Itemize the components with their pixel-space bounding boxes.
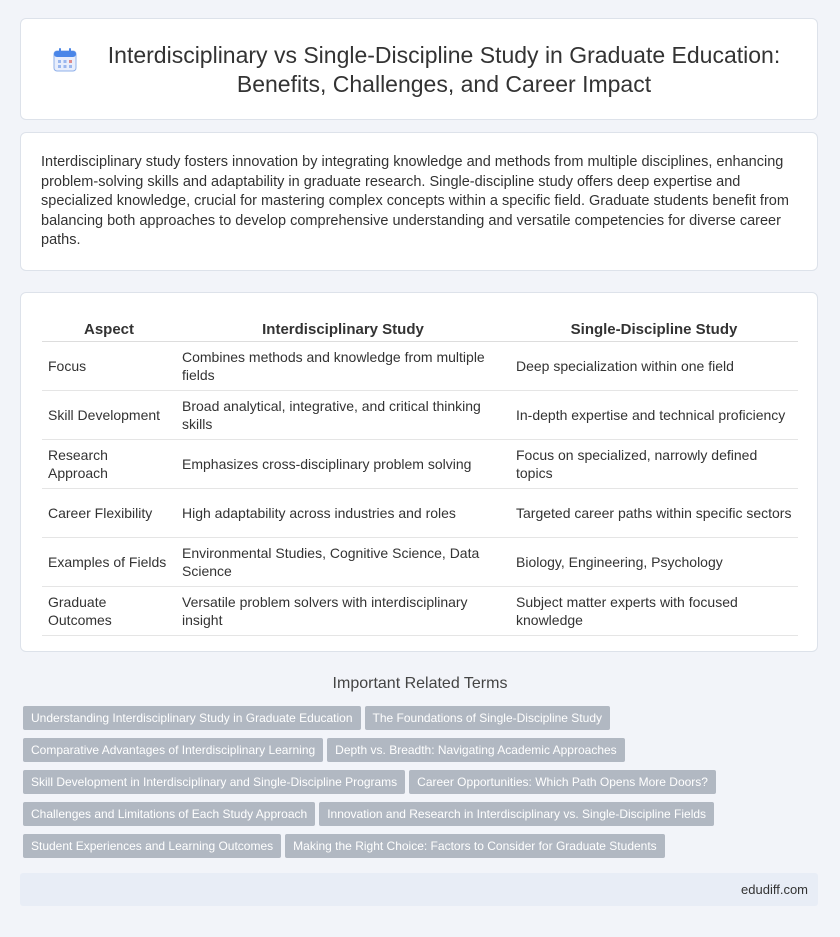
table-cell: High adaptability across industries and roles — [176, 489, 510, 538]
calendar-icon — [51, 46, 79, 74]
table-cell: Broad analytical, integrative, and critical thinking skills — [176, 391, 510, 440]
intro-card — [20, 132, 818, 271]
table-cell: Research Approach — [42, 440, 176, 489]
table-cell: Graduate Outcomes — [42, 587, 176, 636]
table-cell: Combines methods and knowledge from multiple fields — [176, 342, 510, 391]
footer-site-link[interactable]: edudiff.com — [741, 882, 808, 897]
table-cell: Versatile problem solvers with interdisciplinary insight — [176, 587, 510, 636]
table-row — [42, 587, 798, 636]
table-cell: Emphasizes cross-disciplinary problem solving — [176, 440, 510, 489]
footer-bar — [20, 873, 818, 906]
column-header-single-discipline: Single-Discipline Study — [510, 313, 798, 342]
table-row — [42, 391, 798, 440]
related-terms-heading: Important Related Terms — [332, 675, 508, 692]
table-cell: Focus on specialized, narrowly defined topics — [510, 440, 798, 489]
related-term-tag[interactable]: Depth vs. Breadth: Navigating Academic Approaches — [327, 738, 625, 762]
intro-text: Interdisciplinary study fosters innovation by integrating knowledge and methods from multiple disciplines, enhancing problem-solving skills and adaptability in graduate research. Single-discipline study offers deep expertise and specialized knowledge, crucial for mastering complex concepts within a specific field. Graduate students benefit from balancing both approaches to develop comprehensive understanding and versatile competencies for diverse career paths. — [41, 154, 789, 249]
table-cell: Environmental Studies, Cognitive Science, Data Science — [176, 538, 510, 587]
table-cell: Focus — [42, 342, 176, 391]
table-cell: Deep specialization within one field — [510, 342, 798, 391]
tag-row — [23, 770, 823, 794]
comparison-table — [42, 313, 798, 636]
table-cell: Biology, Engineering, Psychology — [510, 538, 798, 587]
column-header-aspect: Aspect — [42, 313, 176, 342]
tag-row — [23, 738, 823, 762]
table-cell: Subject matter experts with focused knowledge — [510, 587, 798, 636]
tag-row — [23, 834, 823, 858]
table-row — [42, 342, 798, 391]
related-term-tag[interactable]: Career Opportunities: Which Path Opens More Doors? — [409, 770, 716, 794]
comparison-card — [20, 292, 818, 652]
column-header-interdisciplinary: Interdisciplinary Study — [176, 313, 510, 342]
table-row — [42, 538, 798, 587]
related-term-tag[interactable]: Challenges and Limitations of Each Study Approach — [23, 802, 315, 826]
page-title: Interdisciplinary vs Single-Discipline Study in Graduate Education: Benefits, Challenges, and Career Impact — [107, 42, 781, 97]
title-card — [20, 18, 818, 120]
related-term-tag[interactable]: Comparative Advantages of Interdisciplinary Learning — [23, 738, 323, 762]
table-row — [42, 489, 798, 538]
related-term-tag[interactable]: Understanding Interdisciplinary Study in Graduate Education — [23, 706, 361, 730]
related-term-tag[interactable]: Skill Development in Interdisciplinary and Single-Discipline Programs — [23, 770, 405, 794]
table-row — [42, 440, 798, 489]
related-term-tag[interactable]: Innovation and Research in Interdisciplinary vs. Single-Discipline Fields — [319, 802, 714, 826]
related-term-tag[interactable]: The Foundations of Single-Discipline Study — [365, 706, 610, 730]
related-term-tag[interactable]: Student Experiences and Learning Outcomes — [23, 834, 281, 858]
related-term-tag[interactable]: Making the Right Choice: Factors to Consider for Graduate Students — [285, 834, 665, 858]
table-cell: Skill Development — [42, 391, 176, 440]
tag-row — [23, 706, 823, 730]
table-cell: In-depth expertise and technical proficiency — [510, 391, 798, 440]
table-cell: Examples of Fields — [42, 538, 176, 587]
tag-row — [23, 802, 823, 826]
table-header-row — [42, 313, 798, 342]
table-cell: Targeted career paths within specific sectors — [510, 489, 798, 538]
table-cell: Career Flexibility — [42, 489, 176, 538]
